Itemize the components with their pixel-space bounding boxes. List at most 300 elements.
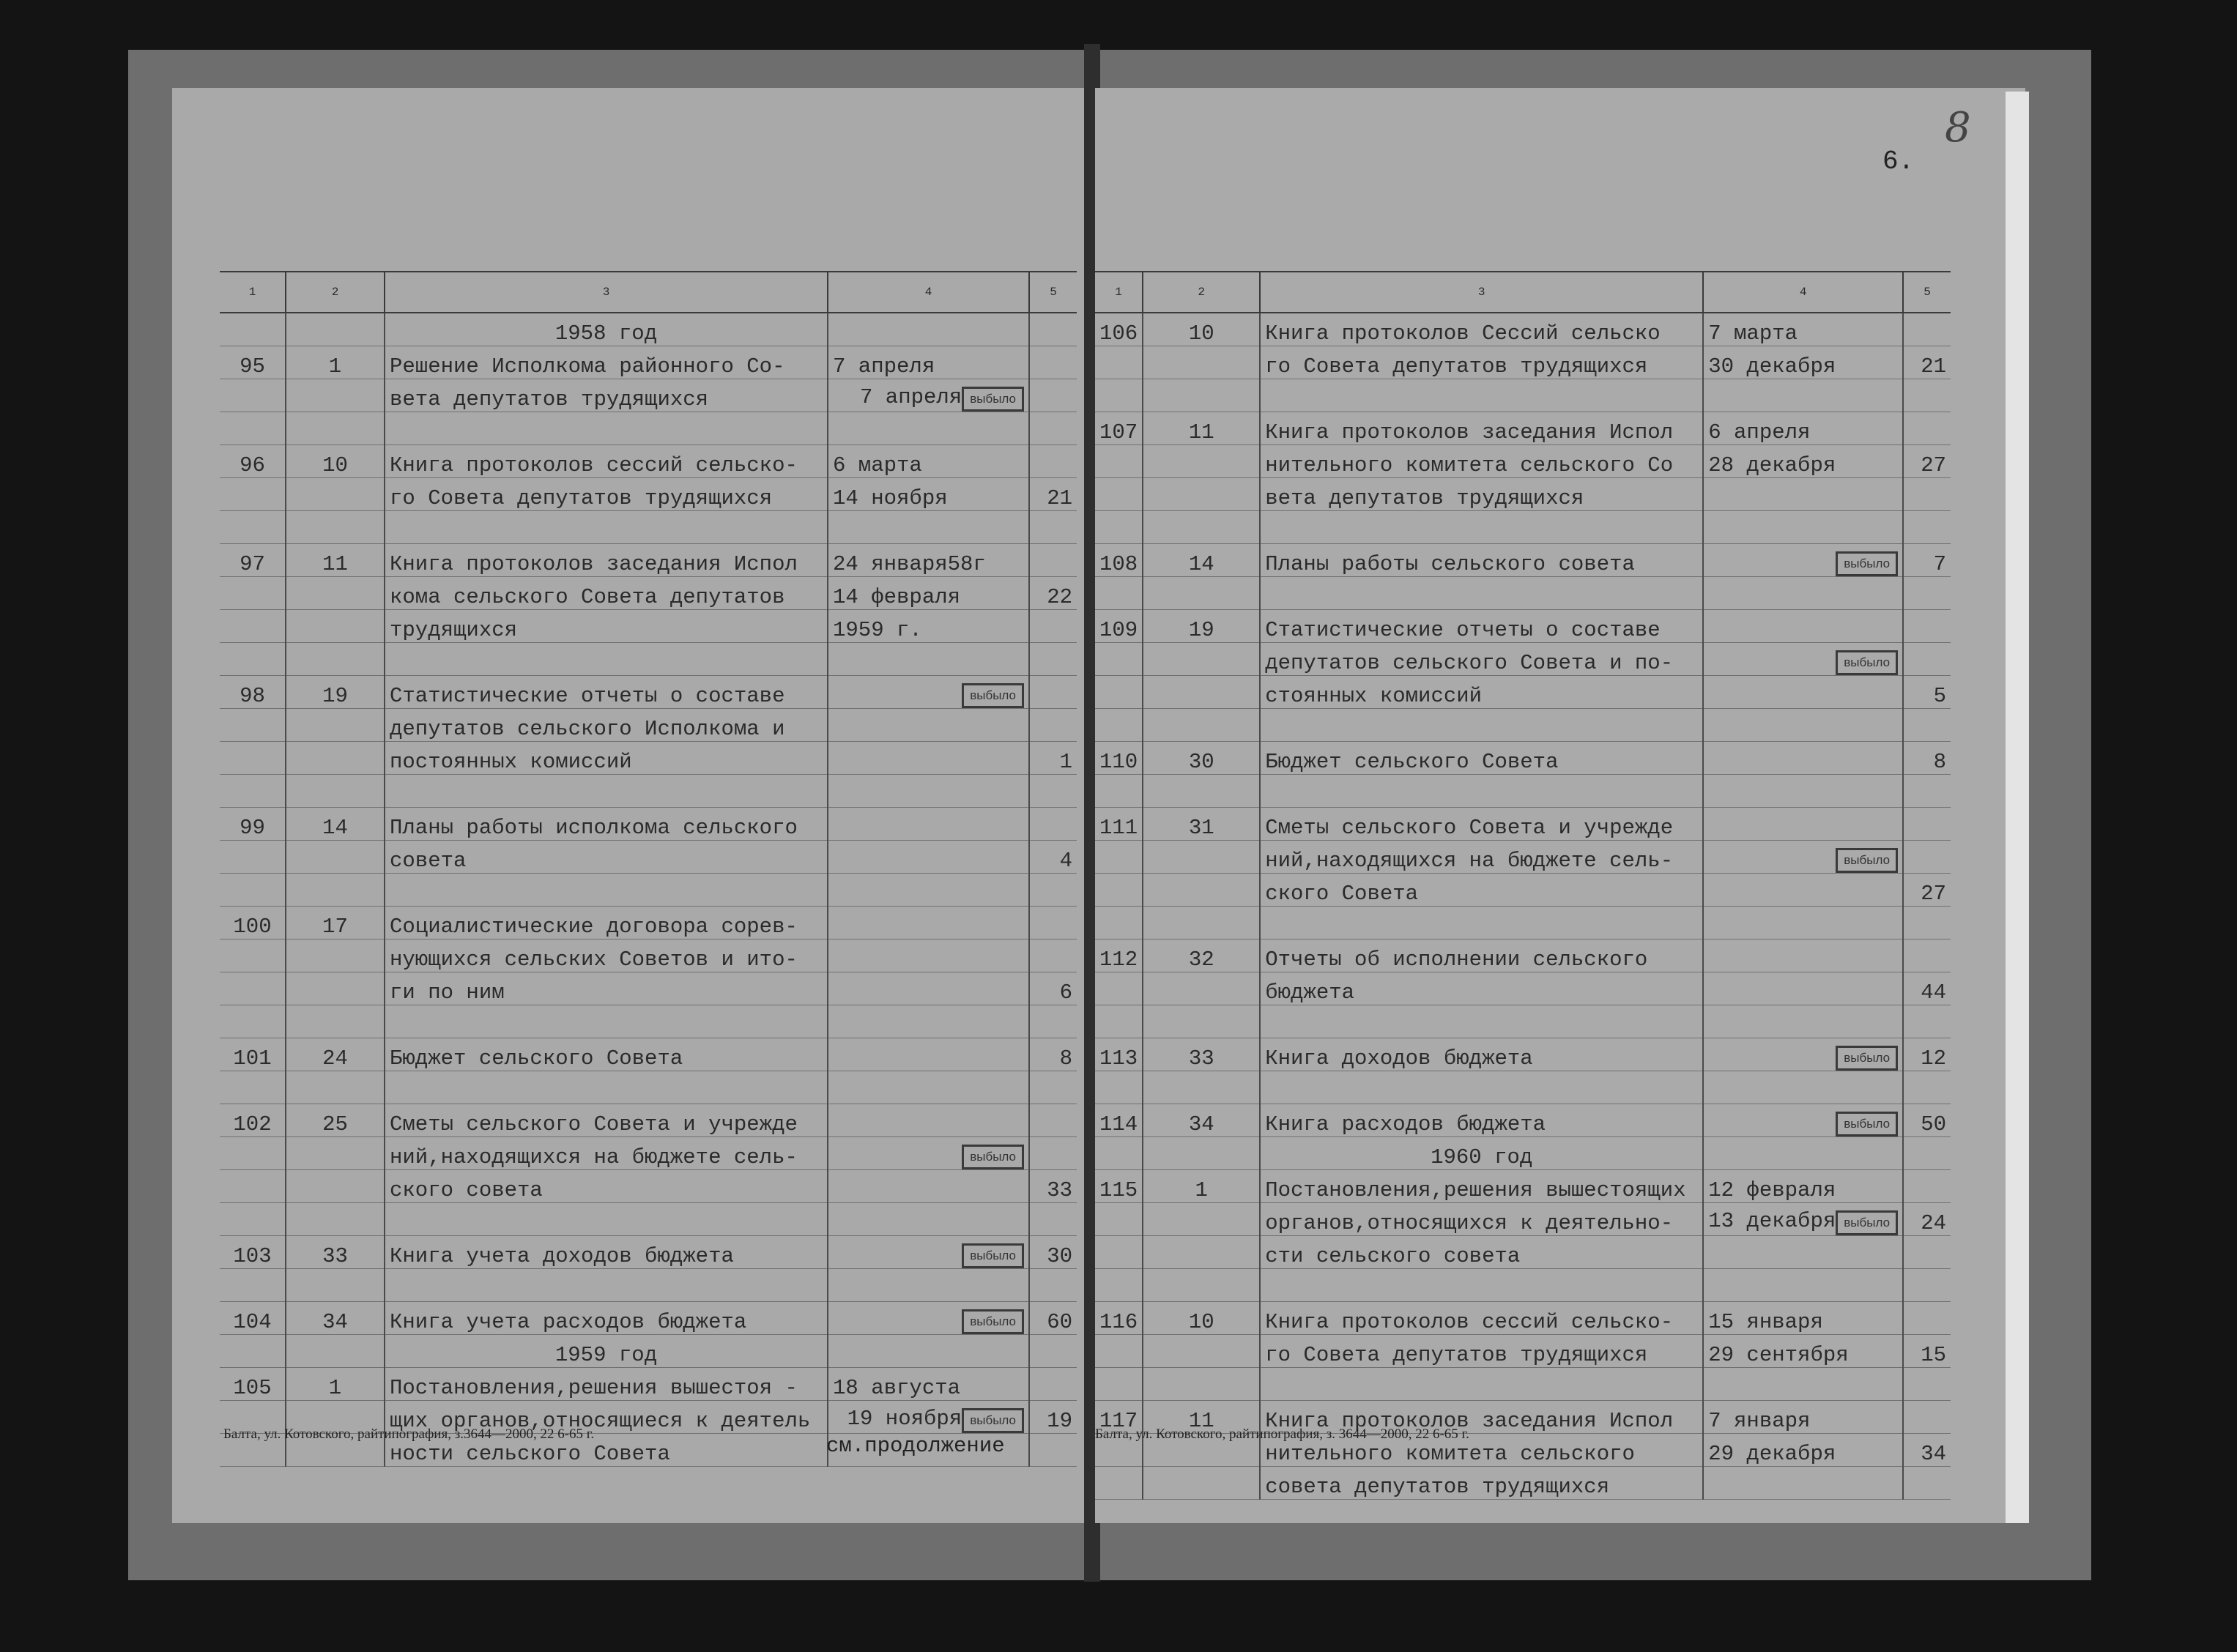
document-title	[1260, 511, 1703, 544]
inventory-number	[1143, 841, 1260, 874]
year-heading: 1958 год	[385, 313, 828, 346]
date-range	[1703, 1104, 1903, 1137]
sheet-count	[1903, 1401, 1951, 1434]
item-number: 101	[220, 1038, 286, 1071]
table-row	[1095, 511, 1951, 544]
date-range	[1703, 1269, 1903, 1302]
sheet-count: 6	[1029, 972, 1077, 1005]
inventory-number	[1143, 1335, 1260, 1368]
inventory-number: 19	[1143, 610, 1260, 643]
inventory-number	[1143, 511, 1260, 544]
withdrawn-stamp: выбыло	[1836, 848, 1898, 873]
table-row	[220, 841, 1077, 874]
table-row	[1095, 742, 1951, 775]
document-title	[1260, 1071, 1703, 1104]
item-number	[220, 1071, 286, 1104]
table-row	[220, 1302, 1077, 1335]
item-number: 96	[220, 445, 286, 478]
item-number	[1095, 972, 1143, 1005]
table-row	[1095, 544, 1951, 577]
item-number: 105	[220, 1368, 286, 1401]
column-number: 5	[1029, 272, 1077, 313]
date-text: 19 ноября	[847, 1407, 962, 1431]
page-number: 6.	[1882, 146, 1915, 176]
date-range	[1703, 1467, 1903, 1500]
table-row	[1095, 775, 1951, 808]
document-title: сти сельского совета	[1260, 1236, 1703, 1269]
document-title: ского совета	[385, 1170, 828, 1203]
date-range	[828, 1005, 1029, 1038]
column-number: 1	[220, 272, 286, 313]
item-number: 99	[220, 808, 286, 841]
sheet-count	[1903, 775, 1951, 808]
table-row	[220, 1005, 1077, 1038]
sheet-count: 8	[1029, 1038, 1077, 1071]
sheet-count	[1029, 346, 1077, 379]
document-title: Книга протоколов Сессий сельско	[1260, 313, 1703, 346]
date-range	[1703, 610, 1903, 643]
date-range	[828, 742, 1029, 775]
sheet-count	[1029, 1203, 1077, 1236]
item-number	[220, 841, 286, 874]
inventory-number: 25	[286, 1104, 385, 1137]
document-title: совета депутатов трудящихся	[1260, 1467, 1703, 1500]
date-range	[1703, 676, 1903, 709]
item-number: 108	[1095, 544, 1143, 577]
item-number	[220, 1170, 286, 1203]
item-number	[1095, 841, 1143, 874]
table-row	[220, 1137, 1077, 1170]
document-title	[385, 412, 828, 445]
document-title: Книга доходов бюджета	[1260, 1038, 1703, 1071]
sheet-count: 21	[1903, 346, 1951, 379]
item-number: 103	[220, 1236, 286, 1269]
document-title	[1260, 1005, 1703, 1038]
document-title: Книга протоколов заседания Испол	[1260, 1401, 1703, 1434]
sheet-count: 21	[1029, 478, 1077, 511]
left-page	[172, 88, 1088, 1523]
date-range	[828, 412, 1029, 445]
inventory-number	[286, 1005, 385, 1038]
inventory-number	[1143, 907, 1260, 940]
date-range: 7 марта	[1703, 313, 1903, 346]
item-number	[220, 874, 286, 907]
archive-sheet-number: 8	[1945, 104, 1971, 152]
sheet-count: 15	[1903, 1335, 1951, 1368]
document-title: бюджета	[1260, 972, 1703, 1005]
sheet-count	[1903, 1170, 1951, 1203]
item-number	[1095, 676, 1143, 709]
date-range	[828, 1104, 1029, 1137]
year-heading-row	[220, 1335, 1077, 1368]
empty-cell	[286, 1335, 385, 1368]
inventory-number: 1	[286, 346, 385, 379]
inventory-number	[286, 742, 385, 775]
table-row	[1095, 1368, 1951, 1401]
date-range	[828, 1071, 1029, 1104]
empty-cell	[1095, 1137, 1143, 1170]
table-row	[220, 1203, 1077, 1236]
sheet-count	[1903, 610, 1951, 643]
year-heading: 1959 год	[385, 1335, 828, 1368]
document-title	[385, 1071, 828, 1104]
date-range: 1959 г.	[828, 610, 1029, 643]
item-number	[1095, 346, 1143, 379]
table-row	[1095, 478, 1951, 511]
item-number	[220, 742, 286, 775]
document-title: Книга протоколов заседания Испол	[1260, 412, 1703, 445]
date-range	[828, 1401, 1029, 1434]
table-row	[220, 511, 1077, 544]
table-row	[1095, 1302, 1951, 1335]
inventory-number	[1143, 1269, 1260, 1302]
table-row	[220, 1104, 1077, 1137]
date-range: 28 декабря	[1703, 445, 1903, 478]
document-title: Статистические отчеты о составе	[1260, 610, 1703, 643]
sheet-count	[1903, 940, 1951, 972]
date-range: 12 февраля	[1703, 1170, 1903, 1203]
item-number	[220, 511, 286, 544]
inventory-number	[1143, 874, 1260, 907]
document-title: Сметы сельского Совета и учрежде	[1260, 808, 1703, 841]
date-range	[828, 874, 1029, 907]
withdrawn-stamp: выбыло	[1836, 1112, 1898, 1136]
inventory-number	[1143, 346, 1260, 379]
date-range: 15 января	[1703, 1302, 1903, 1335]
table-row	[1095, 313, 1951, 346]
item-number	[1095, 709, 1143, 742]
document-title: постоянных комиссий	[385, 742, 828, 775]
sheet-count: 7	[1903, 544, 1951, 577]
date-range	[828, 643, 1029, 676]
withdrawn-stamp: выбыло	[962, 1145, 1024, 1169]
table-row	[220, 610, 1077, 643]
inventory-number: 24	[286, 1038, 385, 1071]
document-title: Социалистические договора сорев-	[385, 907, 828, 940]
sheet-count: 44	[1903, 972, 1951, 1005]
table-row	[220, 1368, 1077, 1401]
date-range: 7 января	[1703, 1401, 1903, 1434]
sheet-count	[1029, 544, 1077, 577]
inventory-number	[1143, 1005, 1260, 1038]
item-number	[1095, 478, 1143, 511]
table-row	[220, 907, 1077, 940]
document-title: Книга протоколов заседания Испол	[385, 544, 828, 577]
document-title: Постановления,решения вышестоящих	[1260, 1170, 1703, 1203]
date-range: 29 декабря	[1703, 1434, 1903, 1467]
sheet-count	[1903, 1368, 1951, 1401]
table-row	[220, 412, 1077, 445]
inventory-number	[286, 940, 385, 972]
item-number	[220, 478, 286, 511]
item-number: 98	[220, 676, 286, 709]
inventory-number: 1	[286, 1368, 385, 1401]
table-row	[220, 478, 1077, 511]
column-number: 3	[1260, 272, 1703, 313]
table-row	[1095, 972, 1951, 1005]
table-row	[220, 742, 1077, 775]
item-number: 104	[220, 1302, 286, 1335]
column-number-row	[220, 272, 1077, 313]
sheet-count	[1903, 511, 1951, 544]
sheet-count: 30	[1029, 1236, 1077, 1269]
inventory-number	[1143, 577, 1260, 610]
item-number: 95	[220, 346, 286, 379]
year-heading: 1960 год	[1260, 1137, 1703, 1170]
document-title	[385, 643, 828, 676]
sheet-count	[1029, 775, 1077, 808]
item-number: 109	[1095, 610, 1143, 643]
date-range	[1703, 742, 1903, 775]
date-range	[828, 775, 1029, 808]
document-title: депутатов сельского Исполкома и	[385, 709, 828, 742]
withdrawn-stamp: выбыло	[962, 1408, 1024, 1433]
empty-cell	[1703, 1137, 1903, 1170]
document-title	[385, 1005, 828, 1038]
item-number	[220, 709, 286, 742]
inventory-number: 19	[286, 676, 385, 709]
sheet-count	[1029, 610, 1077, 643]
sheet-count	[1903, 841, 1951, 874]
document-title: вета депутатов трудящихся	[1260, 478, 1703, 511]
sheet-count	[1029, 676, 1077, 709]
date-range	[1703, 478, 1903, 511]
date-range	[1703, 775, 1903, 808]
item-number	[220, 972, 286, 1005]
inventory-number	[1143, 972, 1260, 1005]
sheet-count	[1903, 709, 1951, 742]
document-title: Статистические отчеты о составе	[385, 676, 828, 709]
item-number: 113	[1095, 1038, 1143, 1071]
document-title: трудящихся	[385, 610, 828, 643]
inventory-number	[286, 1203, 385, 1236]
document-title: Отчеты об исполнении сельского	[1260, 940, 1703, 972]
inventory-number	[1143, 643, 1260, 676]
document-title	[1260, 1269, 1703, 1302]
withdrawn-stamp: выбыло	[962, 1243, 1024, 1268]
inventory-number: 33	[286, 1236, 385, 1269]
document-title: нительного комитета сельского Со	[1260, 445, 1703, 478]
date-range	[828, 972, 1029, 1005]
inventory-number	[286, 511, 385, 544]
date-range	[828, 940, 1029, 972]
document-title: Планы работы исполкома сельского	[385, 808, 828, 841]
inventory-number: 1	[1143, 1170, 1260, 1203]
date-range	[1703, 577, 1903, 610]
date-range	[1703, 972, 1903, 1005]
inventory-number: 30	[1143, 742, 1260, 775]
table-row	[220, 1170, 1077, 1203]
item-number	[1095, 511, 1143, 544]
table-row	[1095, 577, 1951, 610]
document-title: Сметы сельского Совета и учрежде	[385, 1104, 828, 1137]
continuation-note: см.продолжение	[826, 1434, 1005, 1458]
sheet-count: 1	[1029, 742, 1077, 775]
inventory-number	[1143, 1071, 1260, 1104]
sheet-count	[1029, 874, 1077, 907]
item-number	[1095, 775, 1143, 808]
table-row	[1095, 1170, 1951, 1203]
table-row	[220, 1269, 1077, 1302]
sheet-count	[1029, 709, 1077, 742]
document-title: нительного комитета сельского	[1260, 1434, 1703, 1467]
table-row	[1095, 379, 1951, 412]
document-title: нующихся сельских Советов и ито-	[385, 940, 828, 972]
table-row	[1095, 1038, 1951, 1071]
item-number	[1095, 907, 1143, 940]
inventory-number	[1143, 445, 1260, 478]
sheet-count	[1029, 1434, 1077, 1467]
document-title: ги по ним	[385, 972, 828, 1005]
empty-cell	[1903, 1137, 1951, 1170]
table-row	[220, 1038, 1077, 1071]
document-title	[1260, 907, 1703, 940]
date-range	[1703, 874, 1903, 907]
item-number: 111	[1095, 808, 1143, 841]
inventory-number	[1143, 1368, 1260, 1401]
document-title: Бюджет сельского Совета	[1260, 742, 1703, 775]
sheet-count	[1903, 643, 1951, 676]
inventory-number: 14	[286, 808, 385, 841]
sheet-count	[1903, 907, 1951, 940]
sheet-count	[1029, 1368, 1077, 1401]
right-page	[1095, 88, 2025, 1523]
column-number-row	[1095, 272, 1951, 313]
inventory-number: 11	[1143, 1401, 1260, 1434]
item-number: 97	[220, 544, 286, 577]
item-number	[220, 379, 286, 412]
inventory-number	[286, 610, 385, 643]
column-number: 3	[385, 272, 828, 313]
document-title: стоянных комиссий	[1260, 676, 1703, 709]
item-number: 115	[1095, 1170, 1143, 1203]
inventory-number: 10	[1143, 1302, 1260, 1335]
document-title: ности сельского Совета	[385, 1434, 828, 1467]
sheet-count: 27	[1903, 445, 1951, 478]
sheet-count	[1029, 445, 1077, 478]
item-number: 102	[220, 1104, 286, 1137]
document-title: Книга протоколов сессий сельско-	[1260, 1302, 1703, 1335]
inventory-number	[286, 1170, 385, 1203]
empty-cell	[1143, 1137, 1260, 1170]
withdrawn-stamp: выбыло	[1836, 1210, 1898, 1235]
date-range	[828, 907, 1029, 940]
sheet-count	[1903, 808, 1951, 841]
withdrawn-stamp: выбыло	[962, 683, 1024, 708]
column-number: 2	[286, 272, 385, 313]
table-row	[1095, 445, 1951, 478]
date-range: 14 февраля	[828, 577, 1029, 610]
item-number: 114	[1095, 1104, 1143, 1137]
inventory-number	[1143, 1236, 1260, 1269]
document-title	[1260, 709, 1703, 742]
withdrawn-stamp: выбыло	[962, 1309, 1024, 1334]
sheet-count	[1903, 1467, 1951, 1500]
sheet-count	[1903, 1071, 1951, 1104]
table-row	[1095, 907, 1951, 940]
table-row	[220, 577, 1077, 610]
item-number	[220, 1005, 286, 1038]
sheet-count: 12	[1903, 1038, 1951, 1071]
empty-cell	[1029, 313, 1077, 346]
empty-cell	[286, 313, 385, 346]
inventory-number	[286, 874, 385, 907]
date-range	[1703, 1203, 1903, 1236]
document-title: Планы работы сельского совета	[1260, 544, 1703, 577]
date-range	[828, 841, 1029, 874]
withdrawn-stamp: выбыло	[1836, 551, 1898, 576]
inventory-number	[1143, 1203, 1260, 1236]
date-range: 29 сентября	[1703, 1335, 1903, 1368]
item-number	[1095, 1368, 1143, 1401]
column-number: 1	[1095, 272, 1143, 313]
date-range	[828, 1137, 1029, 1170]
item-number	[1095, 874, 1143, 907]
table-row	[220, 379, 1077, 412]
sheet-count: 4	[1029, 841, 1077, 874]
document-title: Постановления,решения вышестоя -	[385, 1368, 828, 1401]
right-register-table	[1095, 271, 1951, 1500]
empty-cell	[220, 1335, 286, 1368]
inventory-number: 10	[1143, 313, 1260, 346]
inventory-number	[286, 1137, 385, 1170]
item-number	[220, 940, 286, 972]
table-row	[1095, 1335, 1951, 1368]
document-title: ского Совета	[1260, 874, 1703, 907]
document-title	[385, 775, 828, 808]
inventory-number	[286, 775, 385, 808]
item-number	[1095, 445, 1143, 478]
table-row	[1095, 940, 1951, 972]
inventory-number: 34	[286, 1302, 385, 1335]
date-range	[828, 1236, 1029, 1269]
date-range	[828, 1203, 1029, 1236]
inventory-number	[1143, 379, 1260, 412]
item-number: 112	[1095, 940, 1143, 972]
sheet-count	[1029, 379, 1077, 412]
column-number: 4	[828, 272, 1029, 313]
inventory-number	[286, 1269, 385, 1302]
sheet-count: 22	[1029, 577, 1077, 610]
date-range	[1703, 808, 1903, 841]
sheet-count	[1029, 412, 1077, 445]
sheet-count: 33	[1029, 1170, 1077, 1203]
date-range	[828, 1170, 1029, 1203]
date-text: 7 апреля	[859, 385, 962, 409]
item-number	[1095, 1236, 1143, 1269]
sheet-count: 19	[1029, 1401, 1077, 1434]
document-title: депутатов сельского Совета и по-	[1260, 643, 1703, 676]
inventory-number	[286, 379, 385, 412]
item-number	[1095, 1005, 1143, 1038]
document-title: Бюджет сельского Совета	[385, 1038, 828, 1071]
item-number	[1095, 1071, 1143, 1104]
page-edge	[2006, 92, 2029, 1523]
sheet-count	[1029, 1137, 1077, 1170]
sheet-count	[1903, 1302, 1951, 1335]
document-title	[1260, 577, 1703, 610]
table-row	[1095, 346, 1951, 379]
table-row	[220, 346, 1077, 379]
document-title: Книга расходов бюджета	[1260, 1104, 1703, 1137]
table-row	[1095, 412, 1951, 445]
empty-cell	[828, 313, 1029, 346]
inventory-number: 11	[286, 544, 385, 577]
inventory-number	[286, 412, 385, 445]
table-row	[220, 1071, 1077, 1104]
date-range	[1703, 544, 1903, 577]
sheet-count: 50	[1903, 1104, 1951, 1137]
